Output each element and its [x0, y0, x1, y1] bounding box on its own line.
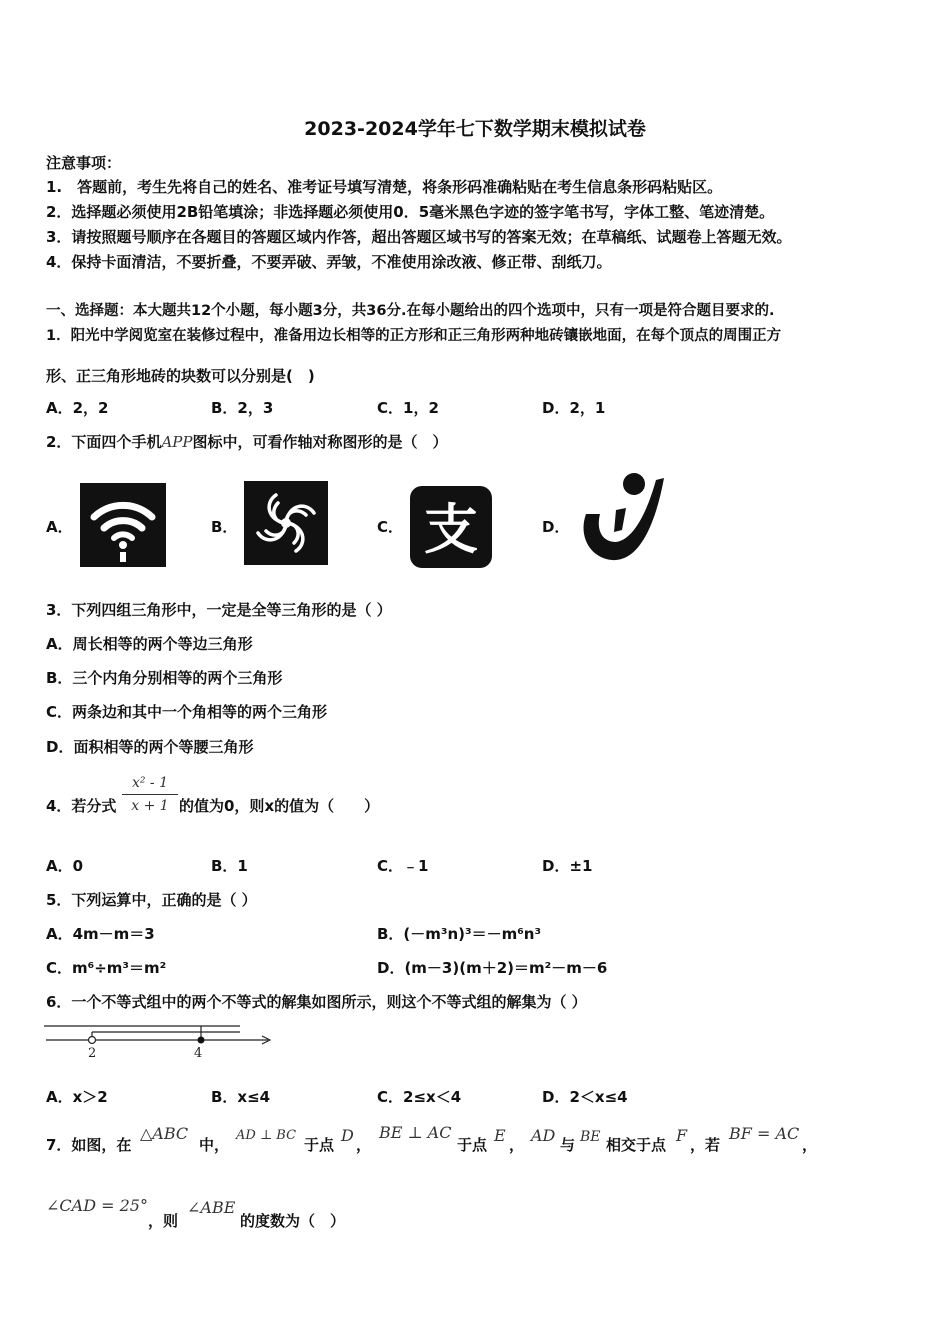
q1-stem-line1: 1．阳光中学阅览室在装修过程中，准备用边长相等的正方形和正三角形两种地砖镶嵌地面，在每个顶点的周围正方 [46, 328, 782, 344]
axis-label-2: 2 [88, 1046, 97, 1061]
q6-option-d[interactable]: D．2＜x≤4 [542, 1088, 628, 1106]
q7-text: 于点 [304, 1136, 335, 1154]
q7-math: D [341, 1126, 354, 1145]
page-title: 2023-2024学年七下数学期末模拟试卷 [304, 118, 646, 140]
q2-label-a[interactable]: A． [46, 518, 73, 536]
q4-fraction [122, 774, 178, 815]
q4-option-d[interactable]: D．±1 [542, 857, 593, 875]
q7-text: ， [509, 1136, 525, 1154]
q7-math: BF = AC [729, 1124, 800, 1143]
axis-label-4: 4 [194, 1046, 203, 1061]
q7-math: AD [531, 1126, 556, 1145]
q6-option-a[interactable]: A．x＞2 [46, 1088, 108, 1106]
q3-option-c[interactable]: C．两条边和其中一个角相等的两个三角形 [46, 703, 328, 721]
q7-text: ， [802, 1136, 818, 1154]
alipay-char: 支 [424, 498, 478, 561]
q5-stem: 5．下列运算中，正确的是（ ） [46, 891, 257, 909]
q7-text: ， [356, 1136, 372, 1154]
person-icon[interactable] [576, 470, 666, 566]
q2-math: APP [161, 433, 193, 451]
alipay-icon[interactable] [410, 486, 492, 568]
q5-option-d[interactable]: D．(m－3)(m＋2)＝m²－m－6 [377, 959, 608, 977]
q6-option-c[interactable]: C．2≤x＜4 [377, 1088, 462, 1106]
q3-stem: 3．下列四组三角形中，一定是全等三角形的是（ ） [46, 601, 392, 619]
q2-label-b[interactable]: B． [211, 518, 238, 536]
q7-math: E [494, 1126, 506, 1145]
q7-math: F [676, 1126, 688, 1145]
q4-denominator: x + 1 [131, 798, 169, 814]
q5-option-c[interactable]: C．m⁶÷m³＝m² [46, 959, 167, 977]
q4-prefix: 4．若分式 [46, 797, 117, 815]
notice-item: 3．请按照题号顺序在各题目的答题区域内作答，超出答题区域书写的答案无效；在草稿纸、试题卷上答题无效。 [46, 228, 792, 246]
q7-text: ，则 [148, 1212, 179, 1230]
q7-math: BE [580, 1129, 601, 1145]
notice-heading: 注意事项： [46, 154, 122, 172]
q2-label-c[interactable]: C． [377, 518, 404, 536]
q3-option-d[interactable]: D．面积相等的两个等腰三角形 [46, 738, 254, 756]
wifi-icon[interactable] [80, 483, 166, 567]
q1-stem-line2: 形、正三角形地砖的块数可以分别是( ) [46, 367, 315, 385]
q6-stem: 6．一个不等式组中的两个不等式的解集如图所示，则这个不等式组的解集为（ ） [46, 993, 587, 1011]
q3-option-a[interactable]: A．周长相等的两个等边三角形 [46, 635, 253, 653]
number-line [44, 1020, 274, 1062]
q2-stem [46, 432, 448, 452]
q7-math: AD ⊥ BC [236, 1128, 297, 1143]
q2-prefix: 2．下面四个手机 [46, 433, 162, 451]
q7-math: △ABC [140, 1124, 189, 1143]
q4-option-c[interactable]: C．﹣1 [377, 857, 429, 875]
q4-suffix: 的值为0，则x的值为（ ） [179, 797, 380, 815]
notice-item: 4．保持卡面清洁，不要折叠，不要弄破、弄皱，不准使用涂改液、修正带、刮纸刀。 [46, 253, 612, 271]
q2-label-d[interactable]: D． [542, 518, 570, 536]
q1-option-d[interactable]: D．2，1 [542, 399, 606, 417]
swirl-icon[interactable] [244, 481, 328, 565]
q1-option-b[interactable]: B．2，3 [211, 399, 274, 417]
q7-math: BE ⊥ AC [379, 1123, 452, 1142]
q5-option-b[interactable]: B．(－m³n)³＝－m⁶n³ [377, 925, 542, 943]
section-heading: 一、选择题：本大题共12个小题，每小题3分，共36分.在每小题给出的四个选项中，只有一项是符合题目要求的. [46, 303, 775, 319]
q4-numerator: x² - 1 [122, 774, 178, 795]
q7-text: 相交于点 [606, 1136, 667, 1154]
q7-text: 与 [560, 1136, 576, 1154]
q1-option-a[interactable]: A．2，2 [46, 399, 109, 417]
q4-option-a[interactable]: A．0 [46, 857, 84, 875]
q7-text: 中， [199, 1136, 230, 1154]
notice-item: 2．选择题必须使用2B铅笔填涂；非选择题必须使用0．5毫米黑色字迹的签字笔书写，字体工整、笔迹清楚。 [46, 203, 775, 221]
q7-text: ，若 [690, 1136, 721, 1154]
q2-suffix: 图标中，可看作轴对称图形的是（ ） [192, 433, 448, 451]
q7-math: ∠ABE [187, 1198, 236, 1217]
q7-math: ∠CAD = 25° [46, 1196, 148, 1215]
q7-text: 的度数为（ ） [240, 1212, 346, 1230]
q1-option-c[interactable]: C．1，2 [377, 399, 439, 417]
q5-option-a[interactable]: A．4m－m＝3 [46, 925, 155, 943]
q6-option-b[interactable]: B．x≤4 [211, 1088, 271, 1106]
q4-option-b[interactable]: B．1 [211, 857, 248, 875]
notice-item: 1. 答题前，考生先将自己的姓名、准考证号填写清楚，将条形码准确粘贴在考生信息条形码粘贴区。 [46, 178, 723, 196]
q7-text: 7．如图，在 [46, 1136, 132, 1154]
q7-text: 于点 [457, 1136, 488, 1154]
q3-option-b[interactable]: B．三个内角分别相等的两个三角形 [46, 669, 283, 687]
